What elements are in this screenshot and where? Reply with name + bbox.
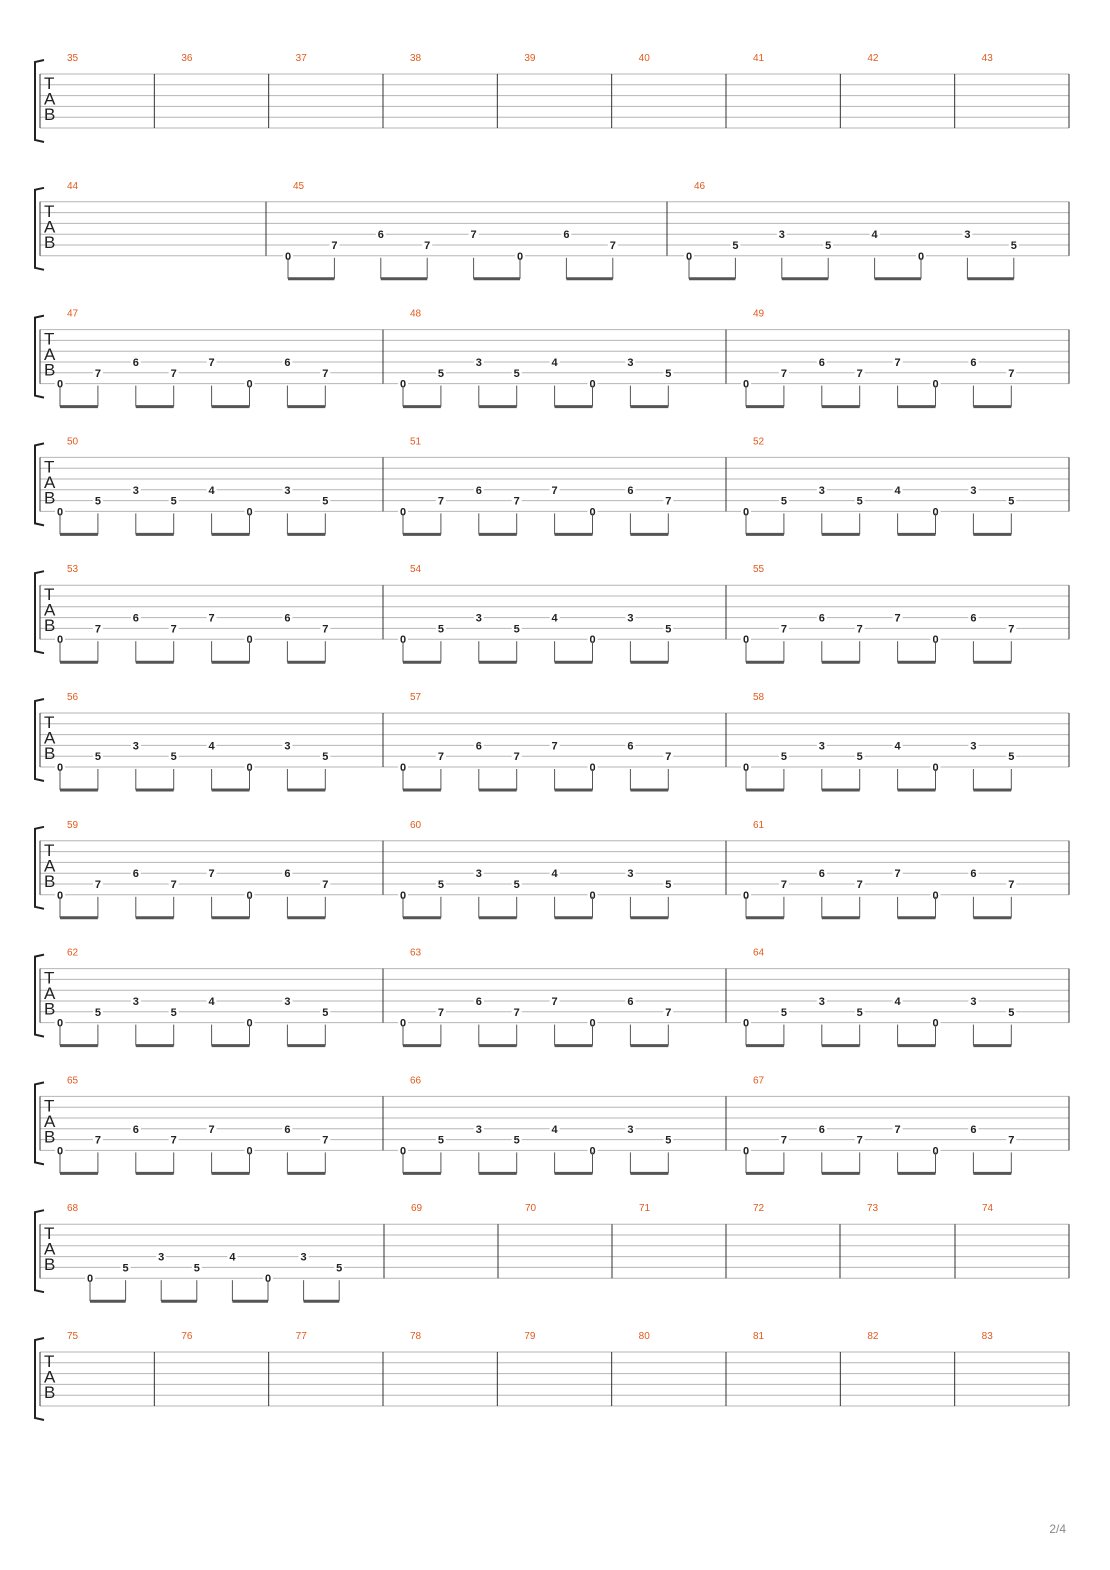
tab-clef-letter: T <box>44 329 55 349</box>
measure-number: 37 <box>295 53 307 64</box>
fret-number: 7 <box>322 879 329 891</box>
measure-number: 59 <box>67 819 79 831</box>
measure-number: 43 <box>981 53 993 64</box>
measure-number: 36 <box>181 53 193 64</box>
fret-number: 4 <box>208 996 215 1008</box>
fret-number: 0 <box>932 506 939 519</box>
fret-number: 4 <box>551 357 558 369</box>
fret-number: 6 <box>475 740 482 753</box>
measure-number: 71 <box>639 1203 651 1215</box>
fret-number: 7 <box>780 1134 787 1147</box>
fret-number: 7 <box>856 367 863 380</box>
fret-number: 5 <box>437 367 444 380</box>
fret-number: 0 <box>932 762 939 774</box>
tab-clef-letter: A <box>44 89 56 109</box>
measure-number: 73 <box>867 1203 879 1215</box>
fret-number: 7 <box>437 751 444 764</box>
fret-number: 5 <box>1010 240 1017 252</box>
tab-clef-letter: B <box>44 488 56 508</box>
fret-number: 4 <box>229 1251 236 1264</box>
tab-clef-letter: A <box>44 472 56 492</box>
fret-number: 5 <box>94 1006 101 1019</box>
measure-number: 72 <box>753 1203 765 1215</box>
fret-number: 5 <box>732 240 739 252</box>
tab-clef-letter: A <box>44 856 56 876</box>
fret-number: 5 <box>513 1134 520 1147</box>
fret-number: 7 <box>424 240 431 252</box>
fret-number: 5 <box>856 751 863 764</box>
measure-number: 63 <box>410 947 422 959</box>
measure-number: 35 <box>67 53 79 64</box>
fret-number: 4 <box>551 868 558 881</box>
fret-number: 3 <box>132 484 139 497</box>
measure-number: 74 <box>982 1203 994 1215</box>
fret-number: 7 <box>1008 623 1015 636</box>
fret-number: 3 <box>475 1123 482 1136</box>
fret-number: 7 <box>551 740 558 753</box>
fret-number: 7 <box>894 612 901 625</box>
measure-number: 57 <box>410 692 422 703</box>
fret-number: 4 <box>551 612 558 625</box>
fret-number: 0 <box>742 634 750 647</box>
tab-clef-letter: B <box>44 871 56 891</box>
fret-number: 3 <box>970 996 977 1008</box>
fret-number: 7 <box>894 357 901 369</box>
tab-clef-letter: A <box>44 600 56 620</box>
fret-number: 7 <box>1008 367 1015 380</box>
fret-number: 7 <box>331 240 338 252</box>
fret-number: 4 <box>894 484 901 497</box>
fret-number: 0 <box>932 378 939 391</box>
tab-clef-letter: T <box>44 713 55 732</box>
fret-number: 7 <box>780 623 787 636</box>
tab-clef-letter: B <box>44 616 56 636</box>
fret-number: 5 <box>94 495 101 508</box>
fret-number: 6 <box>284 357 291 369</box>
fret-number: 3 <box>627 868 634 881</box>
measure-number: 46 <box>694 180 706 192</box>
fret-number: 7 <box>551 996 558 1008</box>
fret-number: 6 <box>970 612 977 625</box>
fret-number: 0 <box>56 506 64 519</box>
fret-number: 0 <box>589 762 596 774</box>
measure-number: 80 <box>638 1331 650 1342</box>
tab-clef-letter: T <box>44 74 55 93</box>
fret-number: 7 <box>894 868 901 881</box>
measure-number: 78 <box>410 1331 422 1342</box>
fret-number: 7 <box>208 612 215 625</box>
fret-number: 6 <box>818 612 825 625</box>
measure-number: 54 <box>410 564 422 576</box>
fret-number: 5 <box>513 879 520 891</box>
fret-number: 5 <box>856 495 863 508</box>
fret-number: 3 <box>818 740 825 753</box>
tab-clef-letter: T <box>44 585 55 605</box>
fret-number: 7 <box>513 495 520 508</box>
fret-number: 3 <box>627 357 634 369</box>
fret-number: 7 <box>780 879 787 891</box>
measure-number: 41 <box>753 53 765 64</box>
measure-number: 51 <box>410 436 422 448</box>
fret-number: 7 <box>322 623 329 636</box>
fret-number: 4 <box>871 229 878 242</box>
fret-number: 0 <box>246 378 253 391</box>
measure-number: 77 <box>295 1331 307 1342</box>
fret-number: 7 <box>665 495 672 508</box>
tab-clef-letter: A <box>44 1367 56 1387</box>
fret-number: 3 <box>627 612 634 625</box>
measure-number: 67 <box>753 1075 765 1087</box>
fret-number: 5 <box>513 623 520 636</box>
fret-number: 6 <box>818 357 825 369</box>
fret-number: 0 <box>742 378 750 391</box>
fret-number: 7 <box>609 240 616 252</box>
measure-number: 53 <box>67 564 79 576</box>
measure-number: 82 <box>867 1331 879 1342</box>
measure-number: 48 <box>410 308 422 320</box>
fret-number: 7 <box>94 879 101 891</box>
fret-number: 5 <box>856 1006 863 1019</box>
fret-number: 0 <box>589 634 596 647</box>
measure-number: 64 <box>753 947 765 959</box>
measure-number: 58 <box>753 692 765 703</box>
fret-number: 5 <box>1008 1006 1015 1019</box>
tab-clef-letter: B <box>44 105 56 124</box>
fret-number: 5 <box>1008 495 1015 508</box>
fret-number: 0 <box>246 1145 253 1158</box>
fret-number: 7 <box>780 367 787 380</box>
fret-number: 5 <box>336 1262 343 1275</box>
fret-number: 0 <box>932 1145 939 1158</box>
measure-number: 49 <box>753 308 765 320</box>
fret-number: 0 <box>399 1145 407 1158</box>
fret-number: 0 <box>742 889 750 902</box>
tab-clef-letter: T <box>44 968 55 988</box>
fret-number: 0 <box>56 1017 64 1030</box>
fret-number: 7 <box>470 229 477 242</box>
fret-number: 7 <box>1008 879 1015 891</box>
fret-number: 7 <box>94 1134 101 1147</box>
fret-number: 3 <box>132 740 139 753</box>
measure-number: 76 <box>181 1331 193 1342</box>
fret-number: 0 <box>742 762 750 774</box>
fret-number: 0 <box>399 634 407 647</box>
fret-number: 6 <box>627 484 634 497</box>
fret-number: 6 <box>475 484 482 497</box>
fret-number: 7 <box>894 1123 901 1136</box>
fret-number: 0 <box>246 506 253 519</box>
fret-number: 5 <box>780 495 787 508</box>
fret-number: 6 <box>475 996 482 1008</box>
fret-number: 6 <box>132 357 139 369</box>
fret-number: 0 <box>246 634 253 647</box>
fret-number: 5 <box>665 367 672 380</box>
fret-number: 0 <box>399 506 407 519</box>
fret-number: 0 <box>86 1273 94 1286</box>
fret-number: 6 <box>284 612 291 625</box>
measure-number: 65 <box>67 1075 79 1087</box>
tab-clef-letter: B <box>44 744 56 763</box>
fret-number: 0 <box>246 1017 253 1030</box>
fret-number: 3 <box>475 612 482 625</box>
fret-number: 7 <box>94 367 101 380</box>
fret-number: 0 <box>399 1017 407 1030</box>
tab-clef-letter: T <box>44 1224 55 1244</box>
fret-number: 5 <box>1008 751 1015 764</box>
fret-number: 0 <box>932 889 939 902</box>
fret-number: 5 <box>94 751 101 764</box>
measure-number: 56 <box>67 692 79 703</box>
fret-number: 6 <box>818 1123 825 1136</box>
tab-clef-letter: A <box>44 217 56 237</box>
fret-number: 3 <box>970 740 977 753</box>
measure-number: 66 <box>410 1075 422 1087</box>
measure-number: 68 <box>67 1203 79 1215</box>
measure-number: 81 <box>753 1331 765 1342</box>
measure-number: 61 <box>753 819 765 831</box>
fret-number: 3 <box>778 229 785 242</box>
fret-number: 0 <box>932 1017 939 1030</box>
fret-number: 0 <box>589 378 596 391</box>
fret-number: 6 <box>970 1123 977 1136</box>
measure-number: 50 <box>67 436 79 448</box>
fret-number: 5 <box>122 1262 129 1275</box>
fret-number: 4 <box>551 1123 558 1136</box>
fret-number: 7 <box>551 484 558 497</box>
fret-number: 5 <box>665 1134 672 1147</box>
measure-number: 75 <box>67 1331 79 1342</box>
fret-number: 5 <box>437 623 444 636</box>
tab-clef-letter: A <box>44 345 56 365</box>
measure-number: 38 <box>410 53 422 64</box>
fret-number: 5 <box>437 1134 444 1147</box>
measure-number: 60 <box>410 819 422 831</box>
fret-number: 0 <box>56 762 64 774</box>
fret-number: 0 <box>284 250 292 263</box>
fret-number: 3 <box>818 996 825 1008</box>
fret-number: 6 <box>284 1123 291 1136</box>
fret-number: 4 <box>894 740 901 753</box>
fret-number: 7 <box>208 868 215 881</box>
fret-number: 7 <box>208 357 215 369</box>
fret-number: 3 <box>158 1251 165 1264</box>
fret-number: 0 <box>399 889 407 902</box>
fret-number: 3 <box>964 229 971 242</box>
tab-clef-letter: T <box>44 201 55 221</box>
tab-clef-letter: T <box>44 1096 55 1116</box>
fret-number: 5 <box>780 1006 787 1019</box>
tab-clef-letter: B <box>44 999 56 1019</box>
tab-clef-letter: A <box>44 1111 56 1131</box>
fret-number: 6 <box>377 229 384 242</box>
page-number: 2/4 <box>1049 1522 1066 1536</box>
fret-number: 7 <box>170 879 177 891</box>
fret-number: 0 <box>246 889 253 902</box>
fret-number: 3 <box>132 996 139 1008</box>
fret-number: 6 <box>563 229 570 242</box>
fret-number: 7 <box>437 495 444 508</box>
fret-number: 0 <box>589 889 596 902</box>
fret-number: 7 <box>856 1134 863 1147</box>
tab-clef-letter: A <box>44 728 56 748</box>
fret-number: 0 <box>516 250 524 263</box>
measure-number: 55 <box>753 564 765 576</box>
fret-number: 7 <box>170 367 177 380</box>
measure-number: 42 <box>867 53 879 64</box>
fret-number: 0 <box>264 1273 272 1286</box>
fret-number: 0 <box>56 889 64 902</box>
fret-number: 0 <box>742 506 750 519</box>
fret-number: 3 <box>475 868 482 881</box>
fret-number: 3 <box>818 484 825 497</box>
fret-number: 7 <box>1008 1134 1015 1147</box>
fret-number: 5 <box>322 495 329 508</box>
fret-number: 0 <box>589 1017 596 1030</box>
fret-number: 3 <box>284 740 291 753</box>
fret-number: 0 <box>685 250 693 263</box>
measure-number: 79 <box>524 1331 536 1342</box>
fret-number: 7 <box>208 1123 215 1136</box>
fret-number: 0 <box>56 378 64 391</box>
fret-number: 7 <box>322 367 329 380</box>
fret-number: 0 <box>56 1145 64 1158</box>
fret-number: 7 <box>856 623 863 636</box>
tab-clef-letter: B <box>44 232 56 252</box>
fret-number: 0 <box>742 1017 750 1030</box>
fret-number: 5 <box>825 240 832 252</box>
fret-number: 3 <box>475 357 482 369</box>
fret-number: 5 <box>170 1006 177 1019</box>
measure-number: 52 <box>753 436 765 448</box>
fret-number: 4 <box>208 740 215 753</box>
fret-number: 0 <box>589 506 596 519</box>
fret-number: 5 <box>193 1262 200 1275</box>
fret-number: 3 <box>284 484 291 497</box>
measure-number: 39 <box>524 53 536 64</box>
fret-number: 4 <box>894 996 901 1008</box>
fret-number: 5 <box>665 879 672 891</box>
fret-number: 0 <box>589 1145 596 1158</box>
fret-number: 7 <box>94 623 101 636</box>
measure-number: 69 <box>411 1203 423 1215</box>
measure-number: 62 <box>67 947 79 959</box>
fret-number: 7 <box>170 623 177 636</box>
fret-number: 5 <box>170 495 177 508</box>
fret-number: 6 <box>970 357 977 369</box>
fret-number: 6 <box>970 868 977 881</box>
fret-number: 7 <box>322 1134 329 1147</box>
tab-clef-letter: B <box>44 1127 56 1147</box>
fret-number: 5 <box>322 751 329 764</box>
fret-number: 0 <box>932 634 939 647</box>
measure-number: 83 <box>981 1331 993 1342</box>
fret-number: 0 <box>56 634 64 647</box>
fret-number: 0 <box>399 378 407 391</box>
measure-number: 40 <box>638 53 650 64</box>
fret-number: 7 <box>856 879 863 891</box>
fret-number: 7 <box>437 1006 444 1019</box>
tab-clef-letter: T <box>44 840 55 860</box>
fret-number: 7 <box>513 1006 520 1019</box>
fret-number: 6 <box>132 868 139 881</box>
fret-number: 5 <box>513 367 520 380</box>
tab-clef-letter: A <box>44 984 56 1004</box>
fret-number: 5 <box>665 623 672 636</box>
fret-number: 5 <box>170 751 177 764</box>
fret-number: 6 <box>284 868 291 881</box>
fret-number: 0 <box>246 762 253 774</box>
tab-clef-letter: B <box>44 1383 56 1402</box>
tab-clef-letter: T <box>44 1352 55 1371</box>
fret-number: 3 <box>300 1251 307 1264</box>
fret-number: 3 <box>970 484 977 497</box>
measure-number: 44 <box>67 180 79 192</box>
tab-clef-letter: B <box>44 1255 56 1275</box>
fret-number: 4 <box>208 484 215 497</box>
measure-number: 45 <box>293 180 305 192</box>
fret-number: 7 <box>170 1134 177 1147</box>
tab-clef-letter: A <box>44 1239 56 1259</box>
measure-number: 70 <box>525 1203 537 1215</box>
fret-number: 0 <box>917 250 925 263</box>
fret-number: 6 <box>132 612 139 625</box>
fret-number: 3 <box>284 996 291 1008</box>
fret-number: 7 <box>513 751 520 764</box>
measure-number: 47 <box>67 308 79 320</box>
fret-number: 6 <box>627 740 634 753</box>
fret-number: 5 <box>437 879 444 891</box>
fret-number: 6 <box>627 996 634 1008</box>
fret-number: 0 <box>742 1145 750 1158</box>
fret-number: 7 <box>665 751 672 764</box>
tab-clef-letter: B <box>44 360 56 380</box>
fret-number: 0 <box>399 762 407 774</box>
tab-clef-letter: T <box>44 457 55 477</box>
fret-number: 6 <box>818 868 825 881</box>
fret-number: 6 <box>132 1123 139 1136</box>
fret-number: 7 <box>665 1006 672 1019</box>
fret-number: 5 <box>780 751 787 764</box>
fret-number: 3 <box>627 1123 634 1136</box>
fret-number: 5 <box>322 1006 329 1019</box>
